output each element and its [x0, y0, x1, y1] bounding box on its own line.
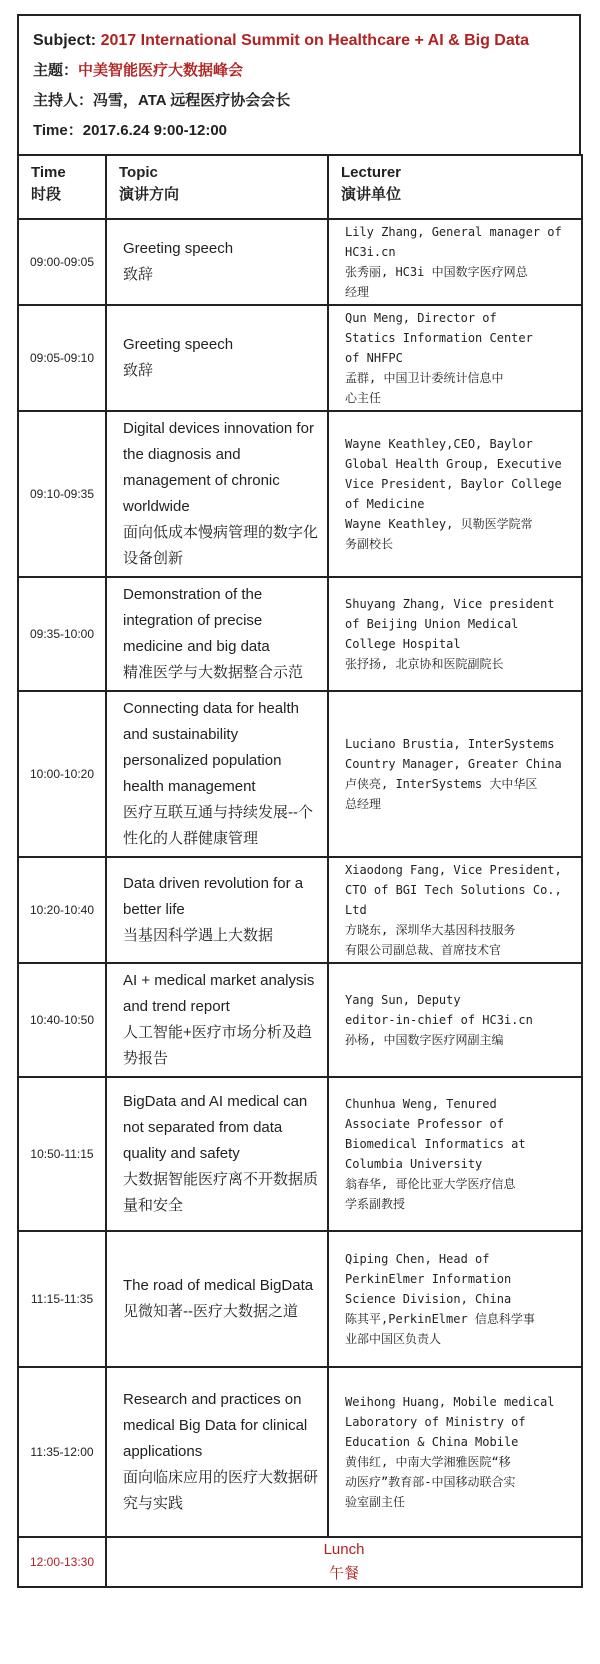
lecturer-line: 有限公司副总裁、首席技术官: [345, 943, 502, 957]
lecturer-line: 验室副主任: [345, 1495, 406, 1509]
topic-zh: 大数据智能医疗离不开数据质量和安全: [123, 1171, 319, 1214]
lecturer-line: 张秀丽, HC3i 中国数字医疗网总: [345, 265, 528, 279]
session-time: 10:00-10:20: [18, 691, 106, 857]
topic-column-header: Topic 演讲方向: [106, 155, 328, 219]
session-lecturer: [328, 1077, 582, 1231]
lunch-label: Lunch 午餐: [106, 1537, 582, 1587]
table-row: [18, 963, 582, 1077]
session-lecturer: [328, 219, 582, 305]
lecturer-line: Yang Sun, Deputy: [345, 993, 461, 1007]
subject-line: [33, 26, 565, 56]
time-column-header: Time 时段: [18, 155, 106, 219]
lecturer-line: Xiaodong Fang, Vice President,: [345, 863, 562, 877]
topic-en: AI + medical market analysis and trend report: [123, 972, 315, 1015]
lecturer-line: Biomedical Informatics at: [345, 1137, 526, 1151]
lecturer-column-header: Lecturer 演讲单位: [328, 155, 582, 219]
lecturer-line: 孙杨, 中国数字医疗网副主编: [345, 1033, 504, 1047]
lunch-row: [18, 1537, 582, 1587]
session-lecturer: [328, 1231, 582, 1367]
time-line: Time：2017.6.24 9:00-12:00: [33, 122, 228, 139]
lecturer-line: Luciano Brustia, InterSystems: [345, 737, 555, 751]
session-topic: [106, 857, 328, 963]
subject-label: Subject:: [33, 32, 97, 49]
table-row: [18, 411, 582, 577]
host-line: 主持人：冯雪，ATA 远程医疗协会会长: [33, 92, 291, 109]
topic-en: Data driven revolution for a better life: [123, 875, 304, 918]
lecturer-line: Weihong Huang, Mobile medical: [345, 1395, 555, 1409]
topic-zh: 精准医学与大数据整合示范: [123, 664, 304, 681]
lecturer-line: Shuyang Zhang, Vice president: [345, 597, 555, 611]
lecturer-line: 陈其平,PerkinElmer 信息科学事: [345, 1312, 535, 1326]
lecturer-line: of Medicine: [345, 497, 425, 511]
lecturer-line: Vice President, Baylor College: [345, 477, 562, 491]
lecturer-line: Country Manager, Greater China: [345, 757, 562, 771]
topic-zh: 人工智能+医疗市场分析及趋势报告: [123, 1024, 312, 1067]
lecturer-line: Associate Professor of: [345, 1117, 504, 1131]
topic-zh: 致辞: [123, 266, 154, 283]
lecturer-line: 心主任: [345, 391, 382, 405]
session-time: 10:20-10:40: [18, 857, 106, 963]
lecturer-line: 业部中国区负责人: [345, 1332, 442, 1346]
topic-zh: 致辞: [123, 362, 154, 379]
lecturer-line: of NHFPC: [345, 351, 403, 365]
lecturer-line: Laboratory of Ministry of: [345, 1415, 526, 1429]
lecturer-line: HC3i.cn: [345, 245, 396, 259]
lecturer-line: Statics Information Center: [345, 331, 533, 345]
session-lecturer: [328, 577, 582, 691]
session-time: 09:35-10:00: [18, 577, 106, 691]
session-time: 09:00-09:05: [18, 219, 106, 305]
lecturer-line: CTO of BGI Tech Solutions Co.,: [345, 883, 562, 897]
session-topic: [106, 1367, 328, 1537]
session-time: 09:10-09:35: [18, 411, 106, 577]
lecturer-line: 动医疗”教育部-中国移动联合实: [345, 1475, 516, 1489]
session-topic: [106, 411, 328, 577]
session-time: 11:15-11:35: [18, 1231, 106, 1367]
topic-en: The road of medical BigData: [123, 1277, 314, 1294]
lunch-time: 12:00-13:30: [18, 1537, 106, 1587]
lecturer-line: College Hospital: [345, 637, 461, 651]
lecturer-line: 张抒扬, 北京协和医院副院长: [345, 657, 504, 671]
table-row: [18, 1231, 582, 1367]
topic-en: Digital devices innovation for the diagnosis and management of chronic worldwide: [123, 420, 314, 515]
table-row: [18, 219, 582, 305]
topic-zh: 面向低成本慢病管理的数字化设备创新: [123, 524, 319, 567]
topic-zh: 面向临床应用的医疗大数据研究与实践: [123, 1469, 319, 1512]
session-lecturer: [328, 857, 582, 963]
session-topic: [106, 963, 328, 1077]
theme-line: [33, 56, 565, 86]
subject-value: 2017 International Summit on Healthcare + AI & Big Data: [100, 32, 529, 49]
lecturer-line: Ltd: [345, 903, 367, 917]
topic-zh: 见微知著--医疗大数据之道: [123, 1303, 298, 1320]
table-header-row: [18, 155, 582, 219]
session-topic: [106, 305, 328, 411]
lecturer-line: 黄伟红, 中南大学湘雅医院“移: [345, 1455, 511, 1469]
topic-en: Greeting speech: [123, 240, 234, 257]
session-lecturer: [328, 963, 582, 1077]
lecturer-line: 方晓东, 深圳华大基因科技服务: [345, 923, 516, 937]
lecturer-line: 经理: [345, 285, 370, 299]
lecturer-line: of Beijing Union Medical: [345, 617, 519, 631]
lecturer-line: Qiping Chen, Head of: [345, 1252, 490, 1266]
table-row: [18, 305, 582, 411]
session-time: 11:35-12:00: [18, 1367, 106, 1537]
table-row: [18, 577, 582, 691]
lecturer-line: Qun Meng, Director of: [345, 311, 497, 325]
theme-value: 中美智能医疗大数据峰会: [78, 62, 244, 79]
lecturer-line: 孟群, 中国卫计委统计信息中: [345, 371, 504, 385]
topic-en: Greeting speech: [123, 336, 234, 353]
table-row: [18, 1367, 582, 1537]
lecturer-line: 卢侠亮, InterSystems 大中华区: [345, 777, 538, 791]
lecturer-line: 翁春华, 哥伦比亚大学医疗信息: [345, 1177, 516, 1191]
lecturer-line: Lily Zhang, General manager of: [345, 225, 562, 239]
table-row: [18, 1077, 582, 1231]
session-topic: [106, 577, 328, 691]
lecturer-line: PerkinElmer Information: [345, 1272, 512, 1286]
session-time: 10:50-11:15: [18, 1077, 106, 1231]
lecturer-line: 总经理: [345, 797, 382, 811]
table-row: [18, 691, 582, 857]
lecturer-line: 务副校长: [345, 537, 394, 551]
session-topic: [106, 691, 328, 857]
agenda-header: [17, 14, 581, 154]
lecturer-line: Chunhua Weng, Tenured: [345, 1097, 497, 1111]
lecturer-line: Science Division, China: [345, 1292, 512, 1306]
session-lecturer: [328, 691, 582, 857]
lecturer-line: Education & China Mobile: [345, 1435, 519, 1449]
topic-en: Demonstration of the integration of precise medicine and big data: [123, 586, 270, 655]
session-time: 10:40-10:50: [18, 963, 106, 1077]
table-row: [18, 857, 582, 963]
session-lecturer: [328, 1367, 582, 1537]
lecturer-line: editor-in-chief of HC3i.cn: [345, 1013, 533, 1027]
lecturer-line: Wayne Keathley, 贝勒医学院常: [345, 517, 533, 531]
lecturer-line: Columbia University: [345, 1157, 483, 1171]
session-topic: [106, 1231, 328, 1367]
lecturer-line: Wayne Keathley,CEO, Baylor: [345, 437, 533, 451]
topic-zh: 医疗互联互通与持续发展--个性化的人群健康管理: [123, 804, 313, 847]
session-topic: [106, 1077, 328, 1231]
theme-label: 主题：: [33, 62, 79, 79]
session-lecturer: [328, 305, 582, 411]
schedule-table: [17, 154, 583, 1588]
topic-zh: 当基因科学遇上大数据: [123, 927, 274, 944]
topic-en: BigData and AI medical can not separated from data quality and safety: [123, 1093, 308, 1162]
topic-en: Connecting data for health and sustainability personalized population health management: [123, 700, 299, 795]
lecturer-line: 学系副教授: [345, 1197, 406, 1211]
lecturer-line: Global Health Group, Executive: [345, 457, 562, 471]
topic-en: Research and practices on medical Big Data for clinical applications: [123, 1391, 308, 1460]
agenda-document: [17, 14, 581, 1588]
session-lecturer: [328, 411, 582, 577]
session-topic: [106, 219, 328, 305]
session-time: 09:05-09:10: [18, 305, 106, 411]
